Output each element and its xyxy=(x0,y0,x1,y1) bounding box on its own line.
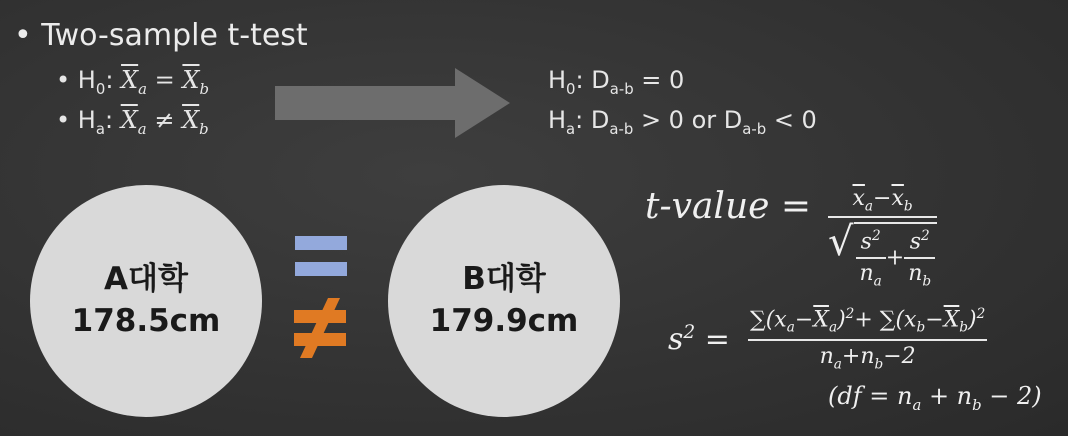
ha-right: $H_a$: $D_{a-b} > 0$ or $D_{a-b} < 0$ xyxy=(548,106,817,138)
school-b-circle xyxy=(388,185,620,417)
t-value-fraction: $\overline{x}_a-\overline{x}_b$ √ $\frac{s^2}{n_a}$ + $\frac{s^2}{n_b}$ xyxy=(828,186,937,289)
not-equal-sign-icon xyxy=(290,298,352,358)
pooled-variance-fraction: $\sum(x_a-\overline{X}_a)^2+ \sum(x_b-\overline{X}_b)^2$ $n_a+n_b-2$ xyxy=(750,306,986,373)
school-a-circle xyxy=(30,185,262,417)
right-arrow-icon xyxy=(275,68,515,138)
ha-left: • $H_a$: $\overline{X}_a \ne \overline{X}_b$ xyxy=(56,106,209,138)
school-a-value: 178.5cm xyxy=(71,303,221,339)
school-b-name: B대학 xyxy=(462,261,546,298)
pooled-variance-label: $s^2$ = xyxy=(668,322,730,357)
h0-left: • $H_0$: $\overline{X}_a = \overline{X}_b$ xyxy=(56,66,210,98)
school-a-name: A대학 xyxy=(104,261,188,298)
equal-sign-icon xyxy=(293,232,351,282)
school-b-value: 179.9cm xyxy=(429,303,579,339)
degrees-of-freedom: $(df = n_a + n_b - 2)$ xyxy=(828,382,1042,414)
h0-right: $H_0$: $D_{a-b} = 0$ xyxy=(548,66,685,98)
t-value-formula: t-value = xyxy=(645,186,812,227)
slide-title: • Two-sample t-test xyxy=(14,18,308,53)
bullet-icon: • xyxy=(14,18,42,53)
